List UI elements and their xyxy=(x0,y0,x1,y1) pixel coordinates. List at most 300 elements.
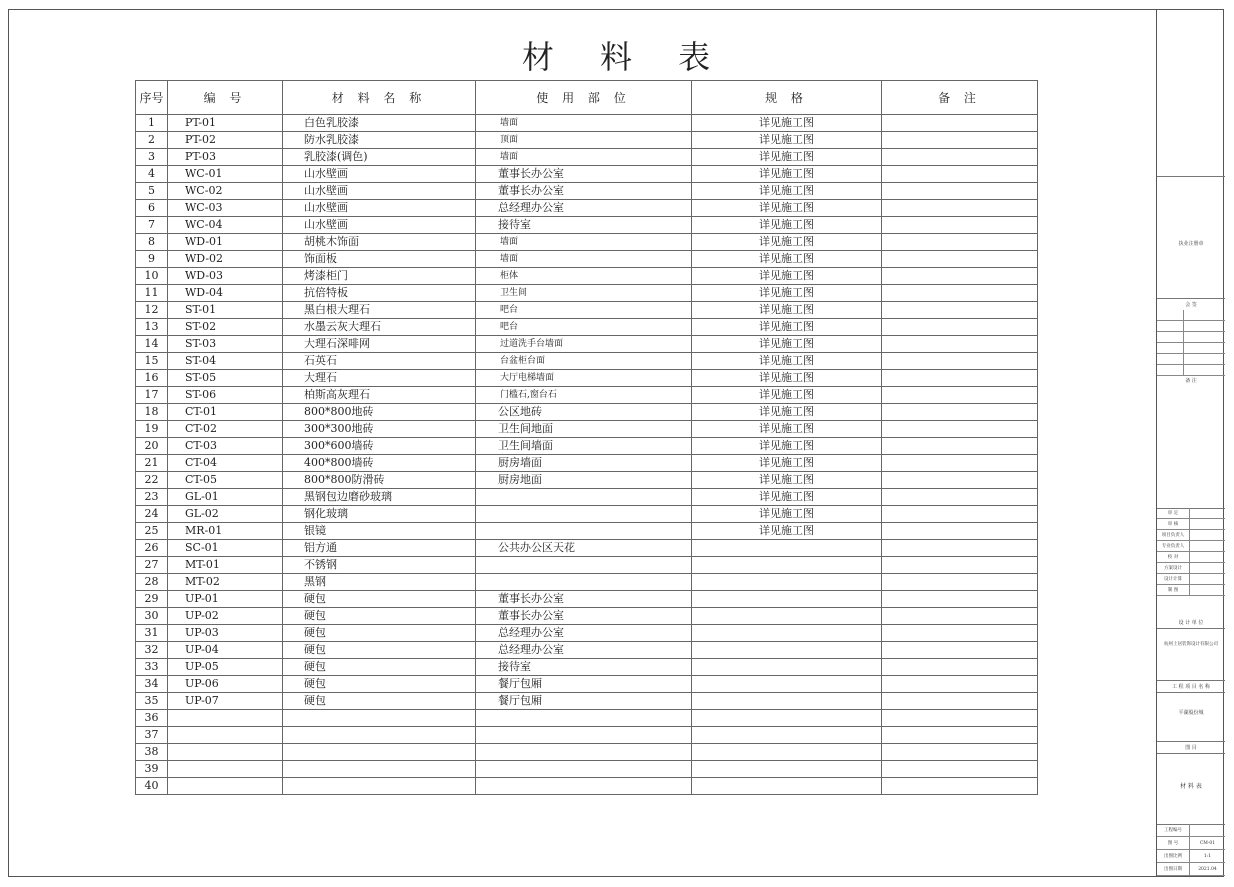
info-row xyxy=(1157,863,1225,876)
header-code: 编 号 xyxy=(168,81,283,115)
use-cell xyxy=(476,557,692,574)
remark-cell xyxy=(882,217,1038,234)
header-remark: 备 注 xyxy=(882,81,1038,115)
no-cell: 7 xyxy=(136,217,168,234)
use-cell: 总经理办公室 xyxy=(476,200,692,217)
code-cell xyxy=(168,778,283,795)
code-cell: UP-07 xyxy=(168,693,283,710)
use-cell: 董事长办公室 xyxy=(476,166,692,183)
name-cell: 银镜 xyxy=(283,523,476,540)
use-cell: 过道洗手台墙面 xyxy=(476,336,692,353)
table-row xyxy=(136,455,1038,472)
spec-cell: 详见施工图 xyxy=(692,166,882,183)
code-cell: GL-01 xyxy=(168,489,283,506)
code-cell: WD-04 xyxy=(168,285,283,302)
use-cell: 墙面 xyxy=(476,234,692,251)
no-cell: 9 xyxy=(136,251,168,268)
name-cell xyxy=(283,744,476,761)
spec-cell: 详见施工图 xyxy=(692,421,882,438)
design-unit-label: 设 计 单 位 xyxy=(1178,620,1204,626)
table-header-row xyxy=(136,81,1038,115)
name-cell: 柏斯高灰理石 xyxy=(283,387,476,404)
spec-cell: 详见施工图 xyxy=(692,268,882,285)
remark-cell xyxy=(882,676,1038,693)
table-row xyxy=(136,285,1038,302)
name-cell: 胡桃木饰面 xyxy=(283,234,476,251)
no-cell: 17 xyxy=(136,387,168,404)
no-cell: 1 xyxy=(136,115,168,132)
countersign-label: 会 签 xyxy=(1185,302,1197,308)
role-label: 审 定 xyxy=(1157,508,1190,519)
header-no: 序号 xyxy=(136,81,168,115)
use-cell: 顶面 xyxy=(476,132,692,149)
table-row xyxy=(136,608,1038,625)
no-cell: 20 xyxy=(136,438,168,455)
table-row xyxy=(136,574,1038,591)
remark-cell xyxy=(882,268,1038,285)
remark-cell xyxy=(882,183,1038,200)
remark-cell xyxy=(882,659,1038,676)
use-cell: 吧台 xyxy=(476,302,692,319)
role-signature xyxy=(1190,563,1225,574)
name-cell: 硬包 xyxy=(283,625,476,642)
table-row xyxy=(136,710,1038,727)
table-row xyxy=(136,370,1038,387)
name-cell: 山水壁画 xyxy=(283,200,476,217)
table-row xyxy=(136,659,1038,676)
project-name: 平湖股份城 xyxy=(1178,710,1204,716)
name-cell: 铝方通 xyxy=(283,540,476,557)
info-value: 1:1 xyxy=(1203,854,1212,859)
remark-cell xyxy=(882,336,1038,353)
spec-cell xyxy=(692,744,882,761)
spec-cell: 详见施工图 xyxy=(692,506,882,523)
code-cell: MR-01 xyxy=(168,523,283,540)
info-label: 出图日期 xyxy=(1157,863,1190,876)
no-cell: 14 xyxy=(136,336,168,353)
use-cell: 墙面 xyxy=(476,149,692,166)
no-cell: 2 xyxy=(136,132,168,149)
table-row xyxy=(136,642,1038,659)
spec-cell: 详见施工图 xyxy=(692,302,882,319)
use-cell xyxy=(476,574,692,591)
role-signature xyxy=(1190,552,1225,563)
name-cell: 不锈钢 xyxy=(283,557,476,574)
table-row xyxy=(136,268,1038,285)
code-cell: ST-04 xyxy=(168,353,283,370)
table-row xyxy=(136,115,1038,132)
code-cell: CT-04 xyxy=(168,455,283,472)
remark-cell xyxy=(882,200,1038,217)
no-cell: 27 xyxy=(136,557,168,574)
use-cell: 卫生间墙面 xyxy=(476,438,692,455)
name-cell: 黑钢 xyxy=(283,574,476,591)
spec-cell xyxy=(692,574,882,591)
table-row xyxy=(136,251,1038,268)
code-cell: PT-01 xyxy=(168,115,283,132)
code-cell: ST-01 xyxy=(168,302,283,319)
role-signature xyxy=(1190,574,1225,585)
table-row xyxy=(136,234,1038,251)
remark-cell xyxy=(882,608,1038,625)
spec-cell: 详见施工图 xyxy=(692,251,882,268)
remark-cell xyxy=(882,472,1038,489)
info-value: 2021.04 xyxy=(1198,867,1217,872)
stamp-label: 执业注册章 xyxy=(1178,241,1204,247)
code-cell: CT-02 xyxy=(168,421,283,438)
role-label: 制 图 xyxy=(1157,585,1190,596)
table-row xyxy=(136,693,1038,710)
role-signature xyxy=(1190,508,1225,519)
name-cell: 白色乳胶漆 xyxy=(283,115,476,132)
name-cell: 800*800地砖 xyxy=(283,404,476,421)
table-row xyxy=(136,591,1038,608)
no-cell: 13 xyxy=(136,319,168,336)
spec-cell: 详见施工图 xyxy=(692,438,882,455)
no-cell: 36 xyxy=(136,710,168,727)
table-row xyxy=(136,727,1038,744)
header-use: 使 用 部 位 xyxy=(476,81,692,115)
use-cell xyxy=(476,506,692,523)
table-row xyxy=(136,438,1038,455)
code-cell: PT-03 xyxy=(168,149,283,166)
table-row xyxy=(136,200,1038,217)
info-value: CM-01 xyxy=(1199,841,1216,846)
material-table xyxy=(135,80,1038,795)
code-cell: WC-01 xyxy=(168,166,283,183)
spec-cell: 详见施工图 xyxy=(692,115,882,132)
name-cell: 硬包 xyxy=(283,693,476,710)
no-cell: 40 xyxy=(136,778,168,795)
no-cell: 28 xyxy=(136,574,168,591)
name-cell: 300*600墙砖 xyxy=(283,438,476,455)
spec-cell xyxy=(692,608,882,625)
code-cell: SC-01 xyxy=(168,540,283,557)
name-cell: 山水壁画 xyxy=(283,217,476,234)
title-block xyxy=(1156,9,1224,877)
table-row xyxy=(136,183,1038,200)
name-cell: 硬包 xyxy=(283,659,476,676)
code-cell: UP-01 xyxy=(168,591,283,608)
code-cell: WD-02 xyxy=(168,251,283,268)
name-cell: 400*800墙砖 xyxy=(283,455,476,472)
spec-cell: 详见施工图 xyxy=(692,353,882,370)
role-row xyxy=(1157,574,1225,585)
code-cell: ST-05 xyxy=(168,370,283,387)
no-cell: 32 xyxy=(136,642,168,659)
no-cell: 25 xyxy=(136,523,168,540)
spec-cell: 详见施工图 xyxy=(692,149,882,166)
remarks-label: 备 注 xyxy=(1185,378,1197,384)
use-cell: 门槛石,窗台石 xyxy=(476,387,692,404)
remark-cell xyxy=(882,778,1038,795)
role-row xyxy=(1157,563,1225,574)
no-cell: 22 xyxy=(136,472,168,489)
use-cell xyxy=(476,523,692,540)
spec-cell: 详见施工图 xyxy=(692,472,882,489)
use-cell: 台盆柜台面 xyxy=(476,353,692,370)
use-cell: 公区地砖 xyxy=(476,404,692,421)
code-cell: WD-03 xyxy=(168,268,283,285)
use-cell: 卫生间地面 xyxy=(476,421,692,438)
code-cell xyxy=(168,710,283,727)
name-cell: 烤漆柜门 xyxy=(283,268,476,285)
remark-cell xyxy=(882,387,1038,404)
code-cell: UP-05 xyxy=(168,659,283,676)
no-cell: 8 xyxy=(136,234,168,251)
role-signature xyxy=(1190,585,1225,596)
use-cell xyxy=(476,710,692,727)
table-row xyxy=(136,353,1038,370)
page-title: 材 料 表 xyxy=(521,38,729,76)
code-cell: UP-02 xyxy=(168,608,283,625)
remark-cell xyxy=(882,540,1038,557)
code-cell: ST-06 xyxy=(168,387,283,404)
name-cell xyxy=(283,710,476,727)
name-cell: 山水壁画 xyxy=(283,166,476,183)
spec-cell: 详见施工图 xyxy=(692,404,882,421)
table-row xyxy=(136,523,1038,540)
remark-cell xyxy=(882,625,1038,642)
code-cell: WC-02 xyxy=(168,183,283,200)
table-row xyxy=(136,778,1038,795)
use-cell: 厨房墙面 xyxy=(476,455,692,472)
code-cell: CT-03 xyxy=(168,438,283,455)
role-label: 设计计算 xyxy=(1157,574,1190,585)
info-label: 图 号 xyxy=(1157,837,1190,850)
code-cell: CT-01 xyxy=(168,404,283,421)
info-value xyxy=(1190,824,1225,837)
no-cell: 38 xyxy=(136,744,168,761)
code-cell: MT-01 xyxy=(168,557,283,574)
table-row xyxy=(136,421,1038,438)
table-row xyxy=(136,302,1038,319)
no-cell: 33 xyxy=(136,659,168,676)
remark-cell xyxy=(882,642,1038,659)
remark-cell xyxy=(882,132,1038,149)
code-cell xyxy=(168,761,283,778)
use-cell xyxy=(476,489,692,506)
remark-cell xyxy=(882,285,1038,302)
spec-cell xyxy=(692,727,882,744)
spec-cell xyxy=(692,778,882,795)
table-row xyxy=(136,387,1038,404)
spec-cell: 详见施工图 xyxy=(692,200,882,217)
role-row xyxy=(1157,530,1225,541)
name-cell: 硬包 xyxy=(283,642,476,659)
info-row xyxy=(1157,837,1225,850)
no-cell: 3 xyxy=(136,149,168,166)
remark-cell xyxy=(882,455,1038,472)
spec-cell: 详见施工图 xyxy=(692,336,882,353)
drawing-label: 图 目 xyxy=(1185,745,1197,751)
remark-cell xyxy=(882,115,1038,132)
use-cell: 接待室 xyxy=(476,217,692,234)
use-cell xyxy=(476,727,692,744)
use-cell: 董事长办公室 xyxy=(476,608,692,625)
drawing-name: 材 料 表 xyxy=(1180,783,1202,790)
table-row xyxy=(136,489,1038,506)
spec-cell xyxy=(692,591,882,608)
no-cell: 6 xyxy=(136,200,168,217)
table-row xyxy=(136,625,1038,642)
no-cell: 11 xyxy=(136,285,168,302)
name-cell: 大理石深啡网 xyxy=(283,336,476,353)
name-cell: 饰面板 xyxy=(283,251,476,268)
no-cell: 10 xyxy=(136,268,168,285)
use-cell xyxy=(476,761,692,778)
code-cell: ST-03 xyxy=(168,336,283,353)
table-row xyxy=(136,166,1038,183)
name-cell: 硬包 xyxy=(283,591,476,608)
no-cell: 37 xyxy=(136,727,168,744)
table-row xyxy=(136,319,1038,336)
info-row xyxy=(1157,850,1225,863)
table-row xyxy=(136,217,1038,234)
role-row xyxy=(1157,508,1225,519)
remark-cell xyxy=(882,302,1038,319)
name-cell: 防水乳胶漆 xyxy=(283,132,476,149)
spec-cell: 详见施工图 xyxy=(692,387,882,404)
code-cell: WD-01 xyxy=(168,234,283,251)
remark-cell xyxy=(882,727,1038,744)
code-cell: WC-03 xyxy=(168,200,283,217)
use-cell: 卫生间 xyxy=(476,285,692,302)
table-row xyxy=(136,540,1038,557)
use-cell: 厨房地面 xyxy=(476,472,692,489)
spec-cell xyxy=(692,642,882,659)
spec-cell xyxy=(692,710,882,727)
no-cell: 23 xyxy=(136,489,168,506)
table-row xyxy=(136,676,1038,693)
code-cell: MT-02 xyxy=(168,574,283,591)
info-label: 工程编号 xyxy=(1157,824,1190,837)
info-row xyxy=(1157,824,1225,837)
name-cell: 800*800防滑砖 xyxy=(283,472,476,489)
name-cell: 硬包 xyxy=(283,608,476,625)
role-signature xyxy=(1190,541,1225,552)
role-label: 审 核 xyxy=(1157,519,1190,530)
table-row xyxy=(136,557,1038,574)
remark-cell xyxy=(882,744,1038,761)
table-row xyxy=(136,506,1038,523)
remark-cell xyxy=(882,489,1038,506)
code-cell: PT-02 xyxy=(168,132,283,149)
remark-cell xyxy=(882,370,1038,387)
code-cell xyxy=(168,727,283,744)
project-label: 工 程 项 目 名 称 xyxy=(1172,684,1210,690)
role-row xyxy=(1157,519,1225,530)
name-cell: 石英石 xyxy=(283,353,476,370)
name-cell: 乳胶漆(调色) xyxy=(283,149,476,166)
remark-cell xyxy=(882,761,1038,778)
role-row xyxy=(1157,552,1225,563)
name-cell: 钢化玻璃 xyxy=(283,506,476,523)
code-cell: UP-06 xyxy=(168,676,283,693)
remark-cell xyxy=(882,404,1038,421)
no-cell: 39 xyxy=(136,761,168,778)
spec-cell xyxy=(692,540,882,557)
name-cell: 300*300地砖 xyxy=(283,421,476,438)
spec-cell: 详见施工图 xyxy=(692,319,882,336)
table-row xyxy=(136,744,1038,761)
code-cell: ST-02 xyxy=(168,319,283,336)
use-cell: 柜体 xyxy=(476,268,692,285)
use-cell: 吧台 xyxy=(476,319,692,336)
use-cell: 接待室 xyxy=(476,659,692,676)
table-row xyxy=(136,472,1038,489)
name-cell: 水墨云灰大理石 xyxy=(283,319,476,336)
remark-cell xyxy=(882,591,1038,608)
role-label: 项目负责人 xyxy=(1157,530,1190,541)
table-row xyxy=(136,132,1038,149)
use-cell: 总经理办公室 xyxy=(476,625,692,642)
use-cell: 墙面 xyxy=(476,115,692,132)
info-label: 出图比例 xyxy=(1157,850,1190,863)
spec-cell xyxy=(692,761,882,778)
design-unit-name: 杭州上居装饰设计有限公司 xyxy=(1164,642,1218,647)
no-cell: 35 xyxy=(136,693,168,710)
no-cell: 18 xyxy=(136,404,168,421)
use-cell: 餐厅包厢 xyxy=(476,693,692,710)
no-cell: 5 xyxy=(136,183,168,200)
no-cell: 12 xyxy=(136,302,168,319)
use-cell: 大厅电梯墙面 xyxy=(476,370,692,387)
remark-cell xyxy=(882,523,1038,540)
role-label: 专业负责人 xyxy=(1157,541,1190,552)
remark-cell xyxy=(882,710,1038,727)
code-cell: WC-04 xyxy=(168,217,283,234)
spec-cell xyxy=(692,659,882,676)
header-name: 材 料 名 称 xyxy=(283,81,476,115)
role-signature xyxy=(1190,530,1225,541)
name-cell: 黑钢包边磨砂玻璃 xyxy=(283,489,476,506)
code-cell: GL-02 xyxy=(168,506,283,523)
use-cell: 公共办公区天花 xyxy=(476,540,692,557)
spec-cell: 详见施工图 xyxy=(692,455,882,472)
use-cell: 董事长办公室 xyxy=(476,591,692,608)
no-cell: 21 xyxy=(136,455,168,472)
spec-cell xyxy=(692,625,882,642)
spec-cell: 详见施工图 xyxy=(692,285,882,302)
spec-cell xyxy=(692,557,882,574)
name-cell: 黑白根大理石 xyxy=(283,302,476,319)
table-row xyxy=(136,149,1038,166)
role-label: 方案设计 xyxy=(1157,563,1190,574)
role-signature xyxy=(1190,519,1225,530)
use-cell xyxy=(476,778,692,795)
code-cell: CT-05 xyxy=(168,472,283,489)
role-label: 校 对 xyxy=(1157,552,1190,563)
role-row xyxy=(1157,585,1225,596)
use-cell: 餐厅包厢 xyxy=(476,676,692,693)
name-cell xyxy=(283,778,476,795)
name-cell: 硬包 xyxy=(283,676,476,693)
table-row xyxy=(136,761,1038,778)
spec-cell: 详见施工图 xyxy=(692,523,882,540)
remark-cell xyxy=(882,421,1038,438)
remark-cell xyxy=(882,693,1038,710)
name-cell: 抗倍特板 xyxy=(283,285,476,302)
no-cell: 29 xyxy=(136,591,168,608)
remark-cell xyxy=(882,251,1038,268)
remark-cell xyxy=(882,438,1038,455)
spec-cell xyxy=(692,676,882,693)
spec-cell: 详见施工图 xyxy=(692,234,882,251)
remark-cell xyxy=(882,506,1038,523)
remark-cell xyxy=(882,149,1038,166)
remark-cell xyxy=(882,574,1038,591)
